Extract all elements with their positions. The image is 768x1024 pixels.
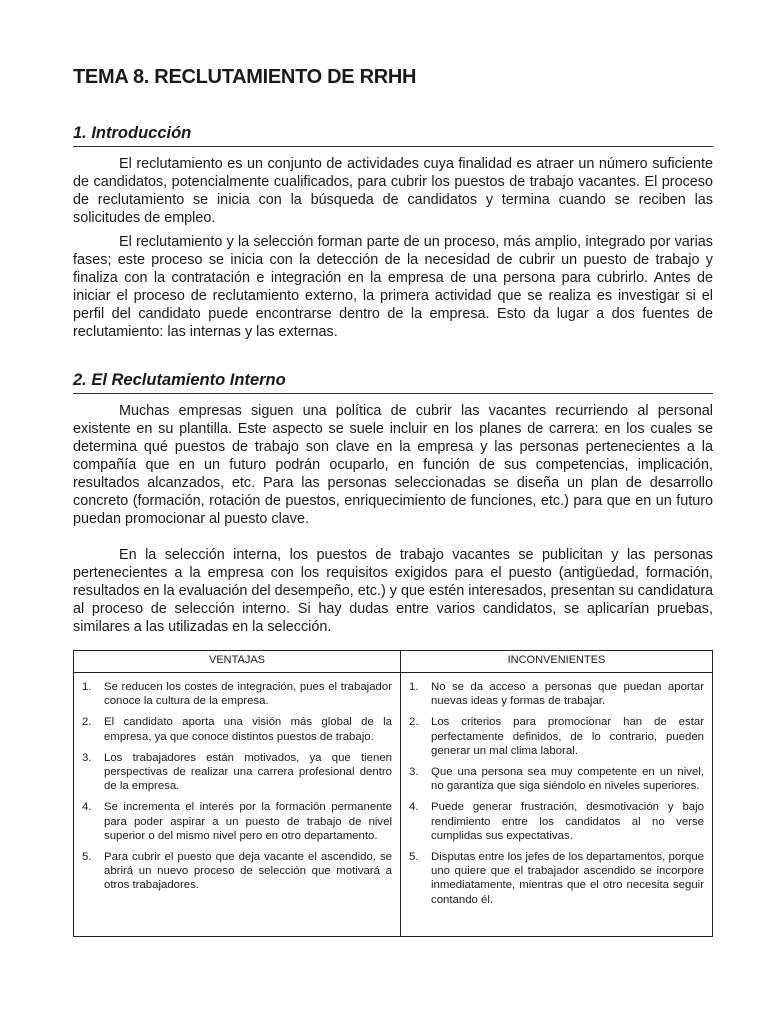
item-text: Se incrementa el interés por la formación permanente para poder aspirar a un puesto de trabajo de nivel superior o del mismo nivel pero en otro departamento. <box>104 801 392 842</box>
list-item <box>409 765 704 793</box>
item-text: Disputas entre los jefes de los departamentos, porque uno quiere que el trabajador ascendido se incorpore inmediatamente, mientras que el otro necesita seguir contando él. <box>431 851 704 906</box>
section-heading-reclutamiento-interno: 2. El Reclutamiento Interno <box>73 370 713 394</box>
item-number: 2. <box>82 716 92 729</box>
list-item <box>409 800 704 843</box>
list-item <box>82 751 392 794</box>
item-number: 5. <box>82 851 92 864</box>
ventajas-column <box>74 673 401 936</box>
list-item <box>409 680 704 708</box>
inconvenientes-column <box>401 673 712 936</box>
item-number: 4. <box>82 801 92 814</box>
item-number: 1. <box>82 681 92 693</box>
item-number: 5. <box>409 851 419 864</box>
table-header-inconvenientes: INCONVENIENTES <box>401 651 712 673</box>
list-item <box>82 680 392 708</box>
list-item <box>409 850 704 907</box>
item-text: Los criterios para promocionar han de estar perfectamente definidos, de lo contrario, pueden generar un mal clima laboral. <box>431 716 704 757</box>
item-number: 1. <box>409 681 419 693</box>
item-text: No se da acceso a personas que puedan aportar nuevas ideas y formas de trabajar. <box>431 681 704 708</box>
item-text: Puede generar frustración, desmotivación y bajo rendimiento entre los candidatos al no verse cumplidas sus expectativas. <box>431 801 704 842</box>
paragraph: El reclutamiento y la selección forman parte de un proceso, más amplio, integrado por varias fases; este proceso se inicia con la detección de la necesidad de cubrir un puesto de trabajo y finaliza con la contratación e integración en la empresa de una persona para cubrirlo. Antes de iniciar el proceso de reclutamiento externo, la primera actividad que se realiza es investigar si el perfil del candidato puede encontrarse dentro de la empresa. Esto da lugar a dos fuentes de reclutamiento: las internas y las externas. <box>73 234 713 340</box>
list-item <box>82 800 392 843</box>
item-number: 4. <box>409 801 419 814</box>
item-text: Para cubrir el puesto que deja vacante el ascendido, se abrirá un nuevo proceso de selección que motivará a otros trabajadores. <box>104 851 392 892</box>
item-text: Se reducen los costes de integración, pues el trabajador conoce la cultura de la empresa. <box>104 681 392 708</box>
list-item <box>409 715 704 758</box>
inconvenientes-list <box>409 680 704 907</box>
list-item <box>82 850 392 893</box>
item-number: 3. <box>409 766 419 779</box>
paragraph: El reclutamiento es un conjunto de actividades cuya finalidad es atraer un número suficiente de candidatos, potencialmente cualificados, para cubrir los puestos de trabajo vacantes. El proceso de reclutamiento se inicia con la búsqueda de candidatos y termina cuando se reciben las solicitudes de empleo. <box>73 156 713 226</box>
item-text: Los trabajadores están motivados, ya que tienen perspectivas de realizar una carrera profesional dentro de la empresa. <box>104 751 392 793</box>
ventajas-list <box>82 680 392 893</box>
item-text: El candidato aporta una visión más global de la empresa, ya que conoce distintos puestos de trabajo. <box>104 716 392 743</box>
ventajas-inconvenientes-table <box>73 650 713 937</box>
item-text: Que una persona sea muy competente en un nivel, no garantiza que siga siéndolo en niveles superiores. <box>431 766 704 793</box>
paragraph: En la selección interna, los puestos de trabajo vacantes se publicitan y las personas pertenecientes a la empresa con los requisitos exigidos para el puesto (antigüedad, formación, resultados en la evaluación del desempeño, etc.) y que estén interesados, presentan su candidatura al proceso de selección interno. Si hay dudas entre varios candidatos, se aplicarían pruebas, similares a las utilizadas en la selección. <box>73 547 713 635</box>
item-number: 3. <box>82 751 92 764</box>
list-item <box>82 715 392 743</box>
document-title: TEMA 8. RECLUTAMIENTO DE RRHH <box>73 66 417 88</box>
paragraph: Muchas empresas siguen una política de cubrir las vacantes recurriendo al personal existente en su plantilla. Este aspecto se suele incluir en los planes de carrera: en los cuales se determina qué puestos de trabajo son clave en la empresa y las personas pertenecientes a la compañía que en un futuro podrán ocuparlo, en función de sus competencias, implicación, resultados alcanzados, etc. Para las personas seleccionadas se diseña un plan de desarrollo concreto (formación, rotación de puestos, enriquecimiento de funciones, etc.) para que en un futuro puedan promocionar al puesto clave. <box>73 403 713 527</box>
section-heading-introduccion: 1. Introducción <box>73 123 713 147</box>
table-header-ventajas: VENTAJAS <box>74 651 401 673</box>
item-number: 2. <box>409 716 419 729</box>
